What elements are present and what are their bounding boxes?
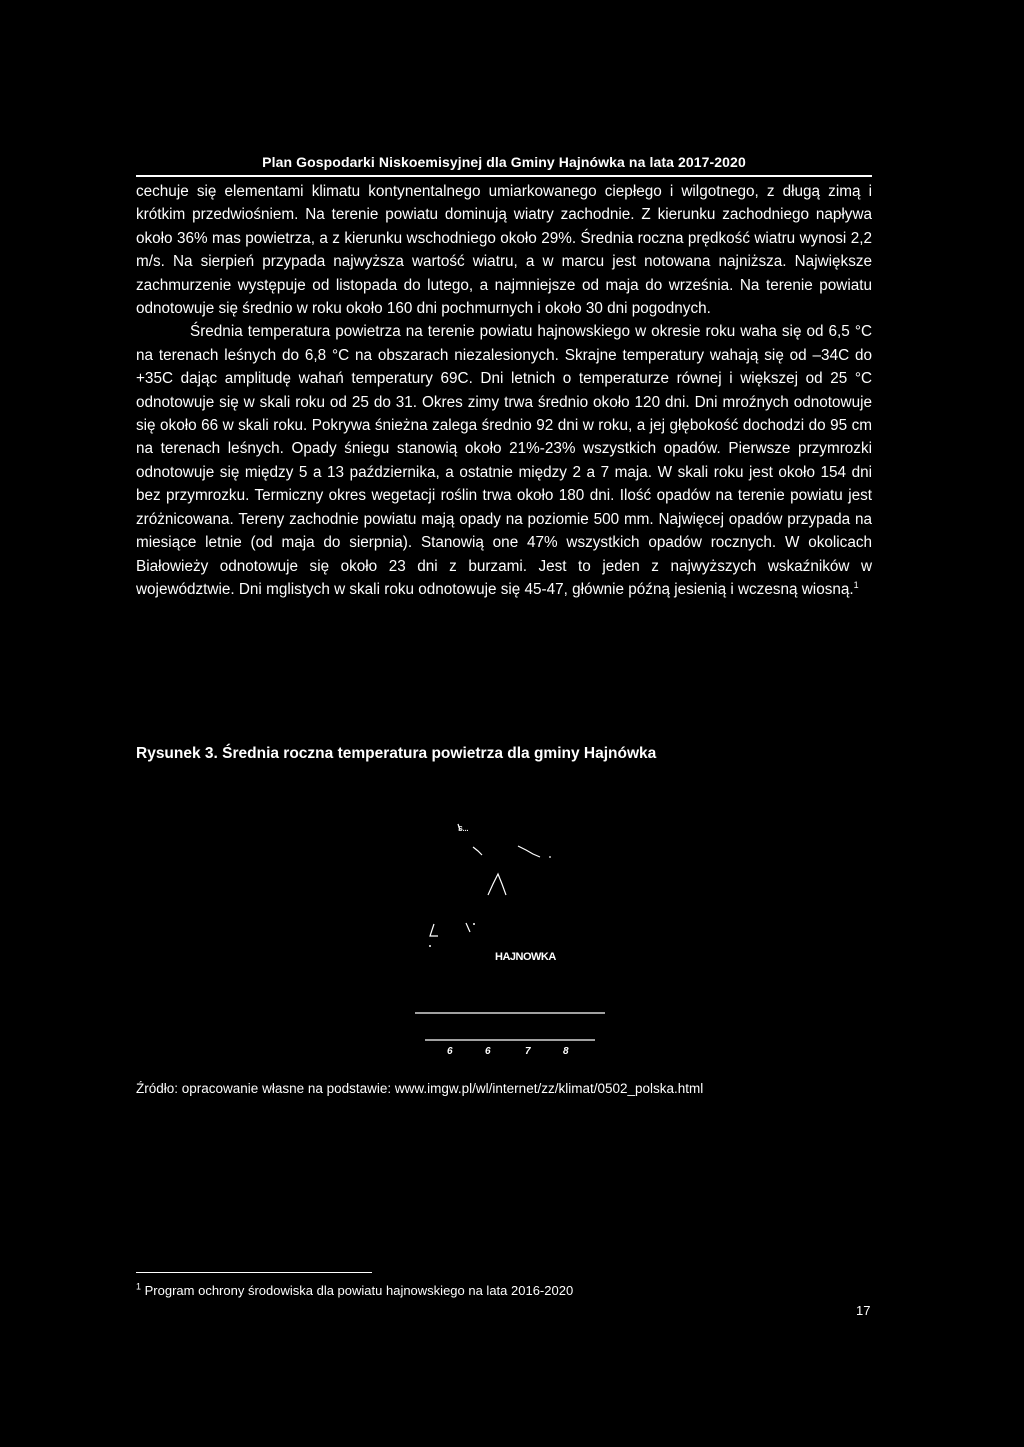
body-text	[136, 180, 872, 601]
page-header: Plan Gospodarki Niskoemisyjnej dla Gminy Hajnówka na lata 2017-2020	[262, 154, 746, 170]
footnote-number: 1	[136, 1281, 142, 1292]
region-outline	[466, 923, 470, 932]
temperature-map	[400, 810, 630, 1070]
footnote-text: Program ochrony środowiska dla powiatu hajnowskiego na lata 2016-2020	[144, 1283, 574, 1298]
isotherm-line	[473, 847, 482, 855]
map-dot	[549, 856, 551, 858]
map-dot	[473, 923, 475, 925]
figure-caption: Rysunek 3. Średnia roczna temperatura powietrza dla gminy Hajnówka	[136, 745, 657, 762]
page-number: 17	[856, 1303, 871, 1318]
isotherm-line	[518, 846, 540, 857]
paragraph-temperature-text: Średnia temperatura powietrza na terenie powiatu hajnowskiego w okresie roku waha się od 6,5 °C na terenach leśnych do 6,8 °C na obszarach niezalesionych. Skrajne temperatury wahają się od –34C do +35C dając amplitudę wahań temperatury 69C. Dni letnich o temperaturze równej i większej od 25 °C odnotowuje się w skali roku od 25 do 31. Okres zimy trwa średnio około 120 dni. Dni mroźnych odnotowuje się około 66 w skali roku. Pokrywa śnieżna zalega średnio 92 dni w roku, a jej głębokość dochodzi do 95 cm na terenach leśnych. Opady śniegu stanowią około 21%-23% wszystkich opadów. Pierwsze przymrozki odnotowuje się między 5 a 13 października, a ostatnie między 2 a 7 maja. W skali roku jest około 154 dni bez przymrozku. Termiczny okres wegetacji roślin trwa około 180 dni. Ilość opadów na terenie powiatu jest zróżnicowana. Tereny zachodnie powiatu mają opady na poziomie 500 mm. Najwięcej opadów przypada na miesiące letnie (od maja do sierpnia). Stanowią one 47% wszystkich opadów rocznych. W okolicach Białowieży odnotowuje się około 23 dni z burzami. Jest to jeden z najwyższych wskaźników w województwie. Dni mglistych w skali roku odnotowuje się 45-47, głównie późną jesienią i wczesną wiosną.	[136, 323, 872, 598]
header-divider	[136, 175, 872, 177]
region-outline	[488, 874, 506, 895]
scale-label: 8	[563, 1046, 569, 1057]
map-drawing	[400, 810, 630, 1070]
footnote	[136, 1283, 573, 1298]
footnote-divider	[136, 1272, 372, 1273]
scale-label: 6	[485, 1046, 491, 1057]
region-outline	[430, 924, 438, 936]
scale-label: 7	[525, 1046, 531, 1057]
figure-source: Źródło: opracowanie własne na podstawie: www.imgw.pl/wl/internet/zz/klimat/0502_polska.html	[136, 1081, 704, 1096]
footnote-marker: 1	[853, 579, 859, 590]
scale-label: 6	[447, 1046, 453, 1057]
map-dot	[429, 945, 431, 947]
paragraph-climate-wind: cechuje się elementami klimatu kontynentalnego umiarkowanego ciepłego i wilgotnego, z długą zimą i krótkim przedwiośniem. Na terenie powiatu dominują wiatry zachodnie. Z kierunku zachodniego napływa około 36% mas powietrza, a z kierunku wschodniego około 29%. Średnia roczna prędkość wiatru wynosi 2,2 m/s. Na sierpień przypada najwyższa wartość wiatru, a w marcu jest notowana najniższa. Największe zachmurzenie występuje od listopada do lutego, a najmniejsze od maja do września. Na terenie powiatu odnotowuje się średnio w roku około 160 dni pochmurnych i około 30 dni pogodnych.	[136, 183, 872, 318]
paragraph-temperature	[136, 320, 872, 601]
map-inset-label: S...	[458, 826, 469, 833]
map-town-label: HAJNOWKA	[495, 951, 556, 963]
